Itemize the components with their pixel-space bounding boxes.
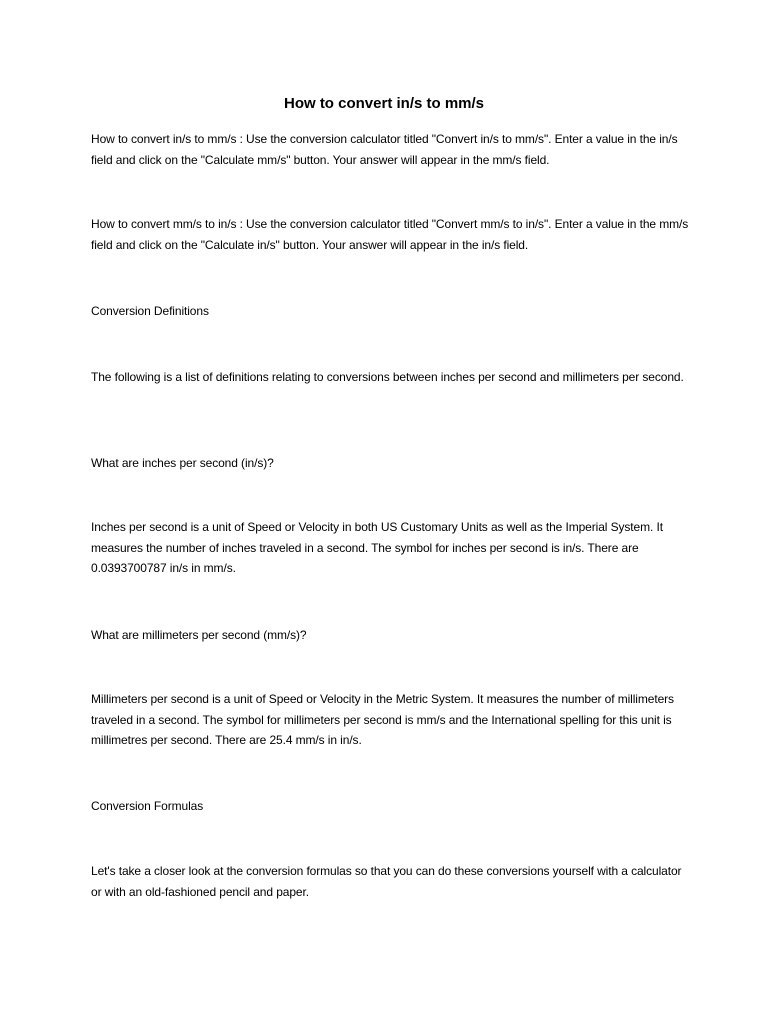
paragraph-convert-ins-to-mms: How to convert in/s to mm/s : Use the conversion calculator titled "Convert in/s to mm/s". Enter a value in the in/s field and click on the "Calculate mm/s" button. Your answer will appear in the mm/s field. xyxy=(91,132,678,167)
paragraph-millimeters-per-second: Millimeters per second is a unit of Speed or Velocity in the Metric System. It measures the number of millimeters traveled in a second. The symbol for millimeters per second is mm/s and the International spelling for this unit is millimetres per second. There are 25.4 mm/s in in/s. xyxy=(91,692,674,747)
heading-inches-per-second: What are inches per second (in/s)? xyxy=(91,456,274,470)
heading-millimeters-per-second: What are millimeters per second (mm/s)? xyxy=(91,628,307,642)
document-title: How to convert in/s to mm/s xyxy=(283,95,485,112)
heading-conversion-formulas: Conversion Formulas xyxy=(91,799,204,813)
heading-conversion-definitions: Conversion Definitions xyxy=(91,304,209,318)
paragraph-convert-mms-to-ins: How to convert mm/s to in/s : Use the conversion calculator titled "Convert mm/s to in/s". Enter a value in the mm/s field and click on the "Calculate in/s" button. Your answer will appear in the in/s field. xyxy=(91,217,689,252)
paragraph-formulas-intro: Let's take a closer look at the conversion formulas so that you can do these conversions yourself with a calculator or with an old-fashioned pencil and paper. xyxy=(91,864,682,899)
paragraph-inches-per-second: Inches per second is a unit of Speed or Velocity in both US Customary Units as well as the Imperial System. It measures the number of inches traveled in a second. The symbol for inches per second is in/s. There are 0.0393700787 in/s in mm/s. xyxy=(91,520,663,575)
paragraph-definitions-intro: The following is a list of definitions relating to conversions between inches per second and millimeters per second. xyxy=(91,370,684,384)
